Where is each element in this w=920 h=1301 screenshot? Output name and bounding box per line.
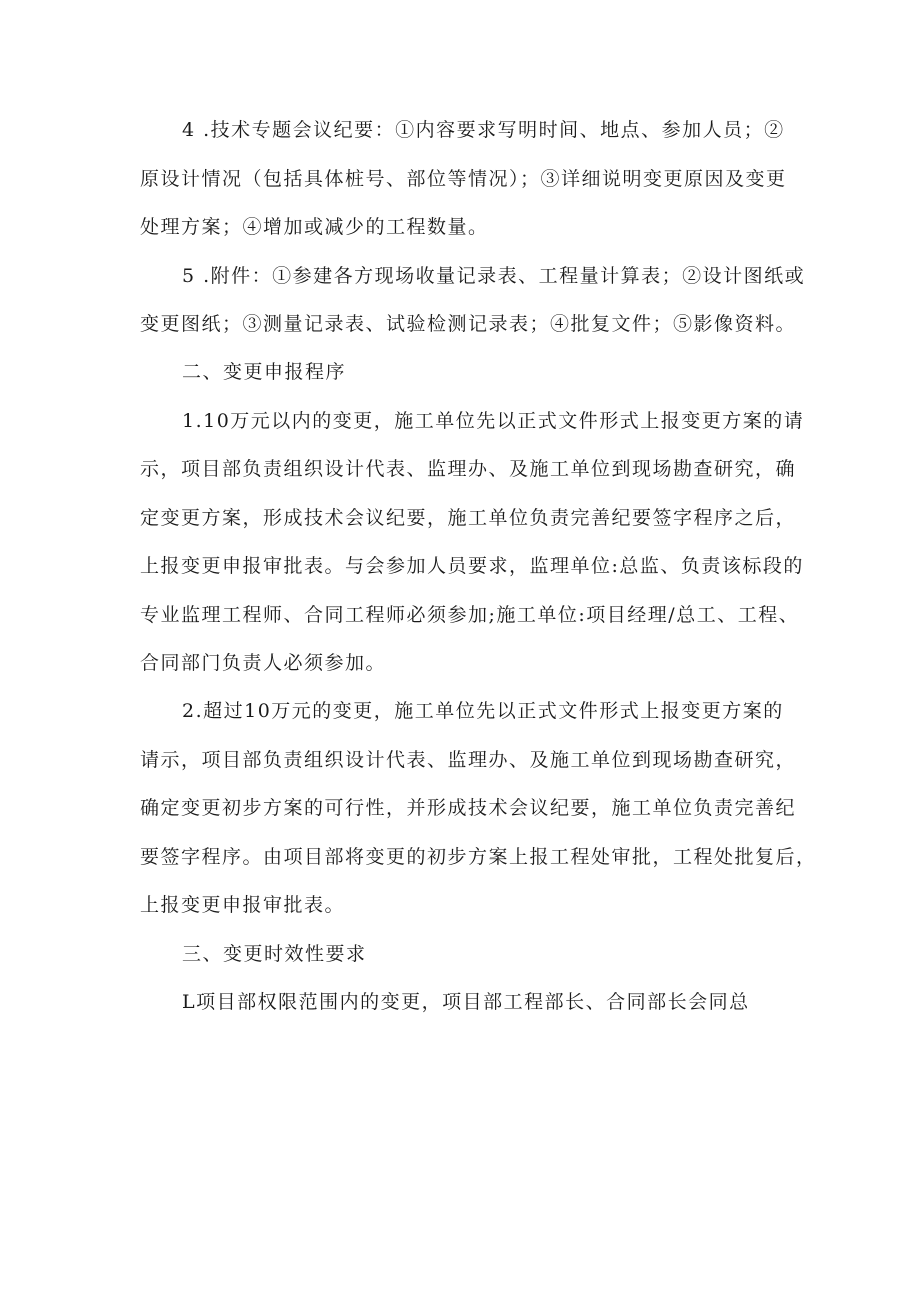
- text-line: 定变更方案，形成技术会议纪要，施工单位负责完善纪要签字程序之后，: [140, 507, 797, 529]
- text-line: 请示，项目部负责组织设计代表、监理办、及施工单位到现场勘查研究，: [140, 749, 797, 771]
- text-line: 2.超过10万元的变更，施工单位先以正式文件形式上报变更方案的: [182, 700, 784, 722]
- text-line: 合同部门负责人必须参加。: [140, 652, 387, 674]
- text-line: L项目部权限范围内的变更，项目部工程部长、合同部长会同总: [182, 991, 750, 1013]
- text-line: 4 .技术专题会议纪要：①内容要求写明时间、地点、参加人员；②: [182, 119, 785, 141]
- text-line: 要签字程序。由项目部将变更的初步方案上报工程处审批，工程处批复后，: [140, 846, 817, 868]
- text-line: 处理方案；④增加或减少的工程数量。: [140, 216, 489, 238]
- text-line: 专业监理工程师、合同工程师必须参加;施工单位:项目经理/总工、工程、: [140, 604, 800, 626]
- section-heading: 二、变更申报程序: [182, 361, 347, 383]
- text-line: 原设计情况（包括具体桩号、部位等情况）；③详细说明变更原因及变更: [140, 168, 787, 190]
- text-line: 1.10万元以内的变更，施工单位先以正式文件形式上报变更方案的请: [182, 410, 805, 432]
- text-line: 上报变更申报审批表。与会参加人员要求，监理单位:总监、负责该标段的: [140, 555, 804, 577]
- section-heading: 三、变更时效性要求: [182, 943, 367, 965]
- text-line: 示，项目部负责组织设计代表、监理办、及施工单位到现场勘查研究，确: [140, 458, 797, 480]
- text-line: 上报变更申报审批表。: [140, 894, 346, 916]
- text-line: 5 .附件：①参建各方现场收量记录表、工程量计算表；②设计图纸或: [182, 265, 806, 287]
- text-line: 变更图纸；③测量记录表、试验检测记录表；④批复文件；⑤影像资料。: [140, 313, 797, 335]
- text-line: 确定变更初步方案的可行性，并形成技术会议纪要，施工单位负责完善纪: [140, 797, 797, 819]
